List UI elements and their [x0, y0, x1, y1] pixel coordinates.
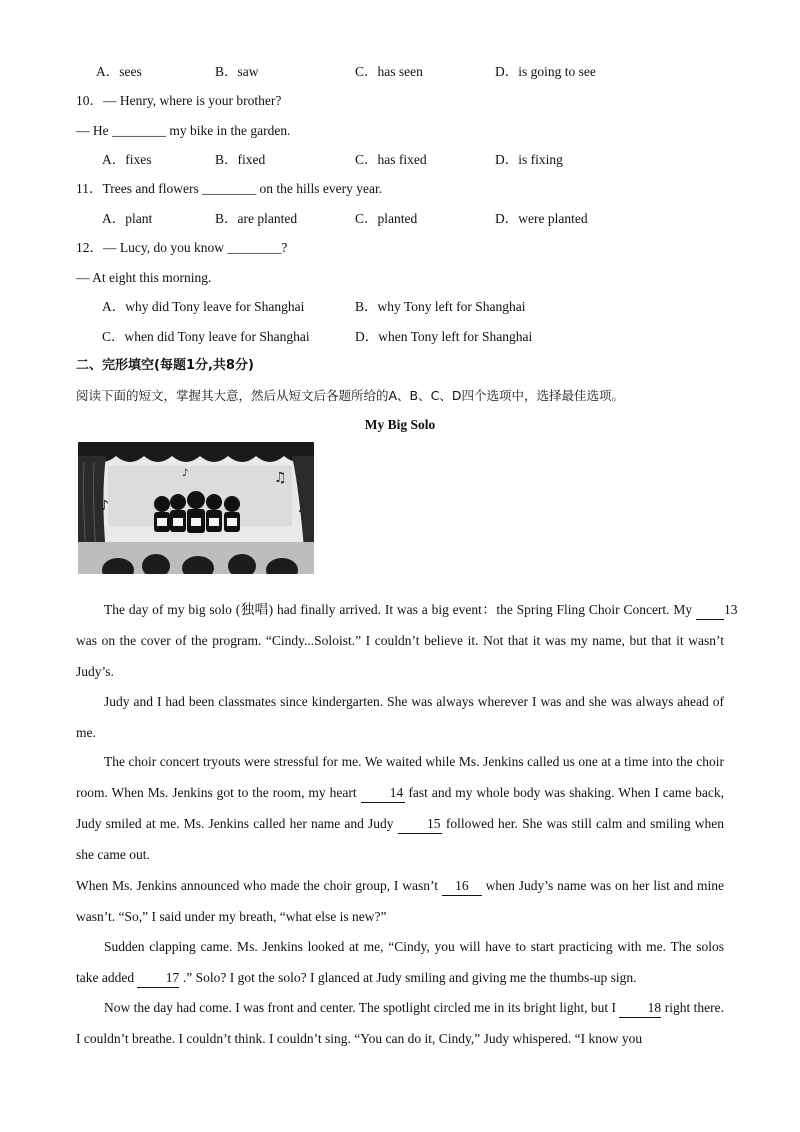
q10-line2	[76, 121, 290, 141]
p6-text-a: Now the day had come. I was front and center. The spotlight circled me in its bright light, but I	[104, 1000, 616, 1015]
p1-text-b: was on the cover of the program. “Cindy...Soloist.” I couldn’t believe it. Not that it was my name, but that it wasn’t Judy’s.	[76, 633, 724, 679]
passage-paragraph-6	[76, 992, 724, 1054]
q11-option-c[interactable]: C．planted	[355, 211, 418, 226]
q10-option-d[interactable]: D．is fixing	[495, 152, 563, 167]
p4-text-b: when Judy’s name was on her list and mine wasn’t. “So,” I said under my breath, “what else is new?”	[76, 878, 725, 924]
svg-text:♪: ♪	[100, 498, 109, 514]
passage-paragraph-4	[76, 870, 724, 932]
q11-pre: 11．Trees and flowers	[76, 181, 199, 196]
blank-13[interactable]: 13	[696, 601, 724, 620]
q11-post: on the hills every year.	[259, 181, 383, 196]
p3-text-b: fast and my whole body was shaking. When I came back, Judy smiled at me. Ms. Jenkins called her name and Judy	[76, 785, 725, 831]
svg-text:♪: ♪	[298, 501, 306, 515]
q10-option-b[interactable]: B．fixed	[215, 152, 266, 167]
q10-line2-post: my bike in the garden.	[169, 123, 291, 138]
p5-text-a: Sudden clapping came. Ms. Jenkins looked at me, “Cindy, you will have to start practicing with me. The solos take added	[76, 939, 724, 985]
q9-option-c[interactable]: C．has seen	[355, 64, 423, 79]
q10-line2-pre: — He	[76, 123, 109, 138]
q9-option-a[interactable]: A．sees	[96, 64, 142, 79]
p1-text-a: The day of my big solo (独唱) had finally arrived. It was a big event：the Spring Fling Choir Concert. My	[104, 602, 693, 617]
q11-option-a[interactable]: A．plant	[102, 211, 153, 226]
q12-option-d[interactable]: D．when Tony left for Shanghai	[355, 329, 533, 344]
q12-option-b[interactable]: B．why Tony left for Shanghai	[355, 299, 526, 314]
blank-14[interactable]: 14	[361, 784, 405, 803]
q9-option-b[interactable]: B．saw	[215, 64, 259, 79]
blank-17[interactable]: 17	[137, 969, 179, 988]
q12-blank[interactable]: ________	[227, 240, 282, 255]
section-title: 二、完形填空(每题1分,共8分)	[76, 358, 254, 373]
passage-title: My Big Solo	[364, 417, 436, 432]
q12-option-a[interactable]: A．why did Tony leave for Shanghai	[102, 299, 305, 314]
q9-option-d[interactable]: D．is going to see	[495, 64, 596, 79]
p3-text-a: The choir concert tryouts were stressful for me. We waited while Ms. Jenkins called us one at a time into the choir room. When Ms. Jenkins got to the room, my heart	[76, 754, 724, 800]
choir-stage-image	[78, 442, 314, 574]
blank-16[interactable]: 16	[442, 877, 482, 896]
q12-post: ?	[281, 240, 288, 255]
q10-option-c[interactable]: C．has fixed	[355, 152, 427, 167]
choir-illustration	[78, 442, 314, 574]
q11-option-b[interactable]: B．are planted	[215, 211, 298, 226]
passage-paragraph-2: Judy and I had been classmates since kindergarten. She was always wherever I was and she was always ahead of me.	[76, 694, 724, 740]
passage-paragraph-3	[76, 746, 724, 870]
svg-text:♪: ♪	[182, 468, 189, 479]
q12-answer-line: — At eight this morning.	[76, 270, 212, 285]
q12-pre: 12．— Lucy, do you know	[76, 240, 224, 255]
q11-option-d[interactable]: D．were planted	[495, 211, 588, 226]
p3-text-c: followed her. She was still calm and smiling when she came out.	[76, 816, 725, 862]
passage-paragraph-1	[76, 594, 738, 687]
section-instruction: 阅读下面的短文，掌握其大意，然后从短文后各题所给的A、B、C、D四个选项中，选择最佳选项。	[76, 388, 624, 403]
svg-text:♫: ♫	[274, 470, 287, 486]
p5-text-b: .” Solo? I got the solo? I glanced at Judy smiling and giving me the thumbs-up sign.	[182, 970, 637, 985]
p6-text-b: right there. I couldn’t breathe. I couldn’t think. I couldn’t sing. “You can do it, Cindy,” Judy whispered. “I know you	[76, 1000, 725, 1046]
p4-text-a: When Ms. Jenkins announced who made the choir group, I wasn’t	[76, 878, 438, 893]
q10-stem: 10．— Henry, where is your brother?	[76, 93, 282, 108]
q11-stem	[76, 179, 382, 199]
passage-paragraph-5	[76, 931, 724, 993]
blank-15[interactable]: 15	[398, 815, 442, 834]
q11-blank[interactable]: ________	[202, 181, 257, 196]
q12-option-c[interactable]: C．when did Tony leave for Shanghai	[102, 329, 310, 344]
q12-stem	[76, 238, 287, 258]
blank-18[interactable]: 18	[619, 999, 661, 1018]
q10-option-a[interactable]: A．fixes	[102, 152, 152, 167]
q10-blank[interactable]: ________	[112, 123, 166, 138]
